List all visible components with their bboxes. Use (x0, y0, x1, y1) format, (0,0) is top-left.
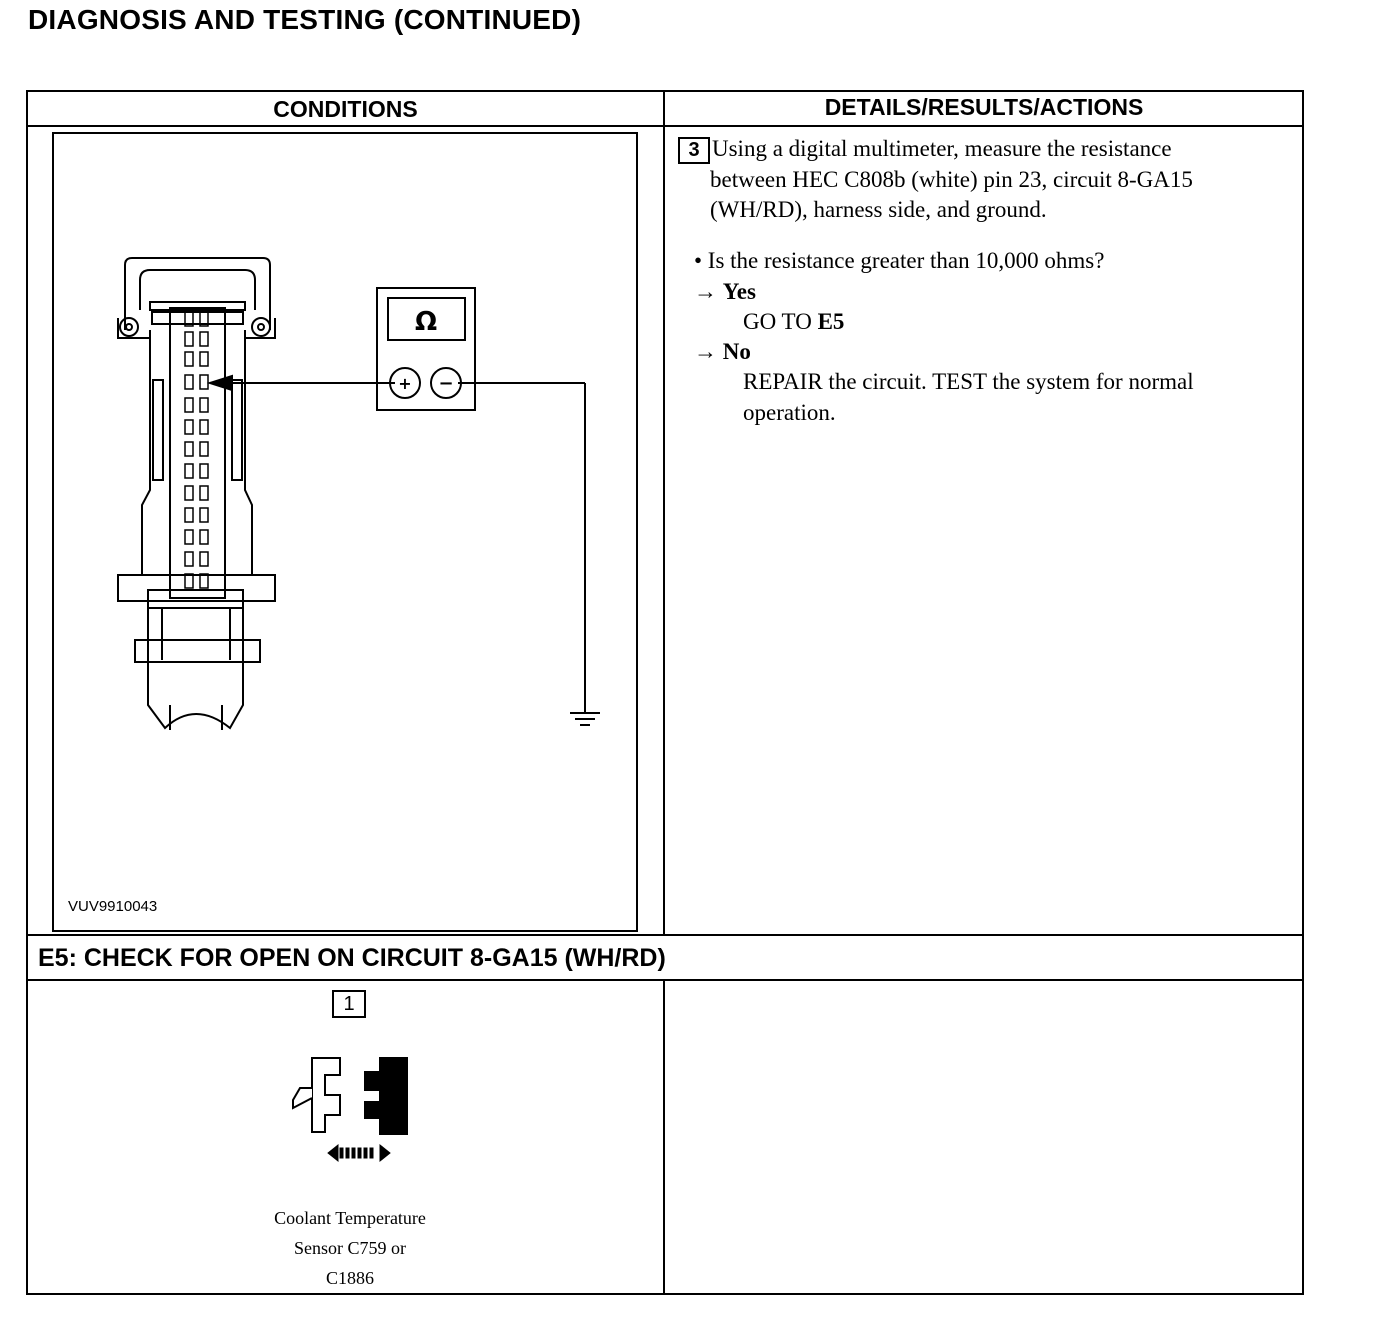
ohm-symbol: Ω (414, 307, 438, 337)
minus-terminal-icon: − (438, 373, 454, 394)
figure-id: VUV9910043 (68, 898, 158, 915)
conditions-header: CONDITIONS (273, 96, 418, 122)
e5-caption-line-2: Sensor C759 or (294, 1238, 406, 1258)
double-arrow-icon (328, 1145, 390, 1161)
probe-lead (210, 376, 585, 712)
no-label: No (722, 339, 751, 364)
step-3-instruction-line-1: Using a digital multimeter, measure the resistance (712, 136, 1172, 161)
no-branch (694, 337, 751, 367)
disconnect-connector-icon (293, 1058, 407, 1134)
no-action-line-2: operation. (743, 400, 836, 425)
no-action-line-1: REPAIR the circuit. TEST the system for normal (743, 369, 1194, 394)
yes-action (743, 307, 844, 337)
yes-action-prefix: GO TO (743, 309, 818, 334)
yes-label: Yes (722, 279, 756, 304)
connector-pins (185, 312, 208, 588)
step-3-instruction-line-2: between HEC C808b (white) pin 23, circuit 8-GA15 (710, 167, 1193, 192)
step-3-instruction-line-3: (WH/RD), harness side, and ground. (710, 197, 1047, 222)
plus-terminal-icon: + (398, 374, 412, 393)
yes-arrow-icon: → (694, 279, 717, 304)
ground-symbol-icon (570, 713, 600, 725)
e5-section-title: E5: CHECK FOR OPEN ON CIRCUIT 8-GA15 (WH/RD) (38, 944, 666, 972)
e5-caption-line-3: C1886 (325, 1268, 374, 1288)
connector-icon (118, 258, 275, 730)
step-1-badge: 1 (332, 990, 366, 1018)
e5-caption-line-1: Coolant Temperature (274, 1208, 426, 1228)
no-arrow-icon: → (694, 339, 717, 364)
page-title: DIAGNOSIS AND TESTING (CONTINUED) (28, 4, 582, 35)
details-header: DETAILS/RESULTS/ACTIONS (824, 94, 1144, 120)
yes-action-target: E5 (817, 309, 845, 334)
step-3-badge: 3 (678, 137, 710, 164)
step-3-question: • Is the resistance greater than 10,000 ohms? (694, 248, 1105, 273)
yes-branch (694, 277, 756, 307)
